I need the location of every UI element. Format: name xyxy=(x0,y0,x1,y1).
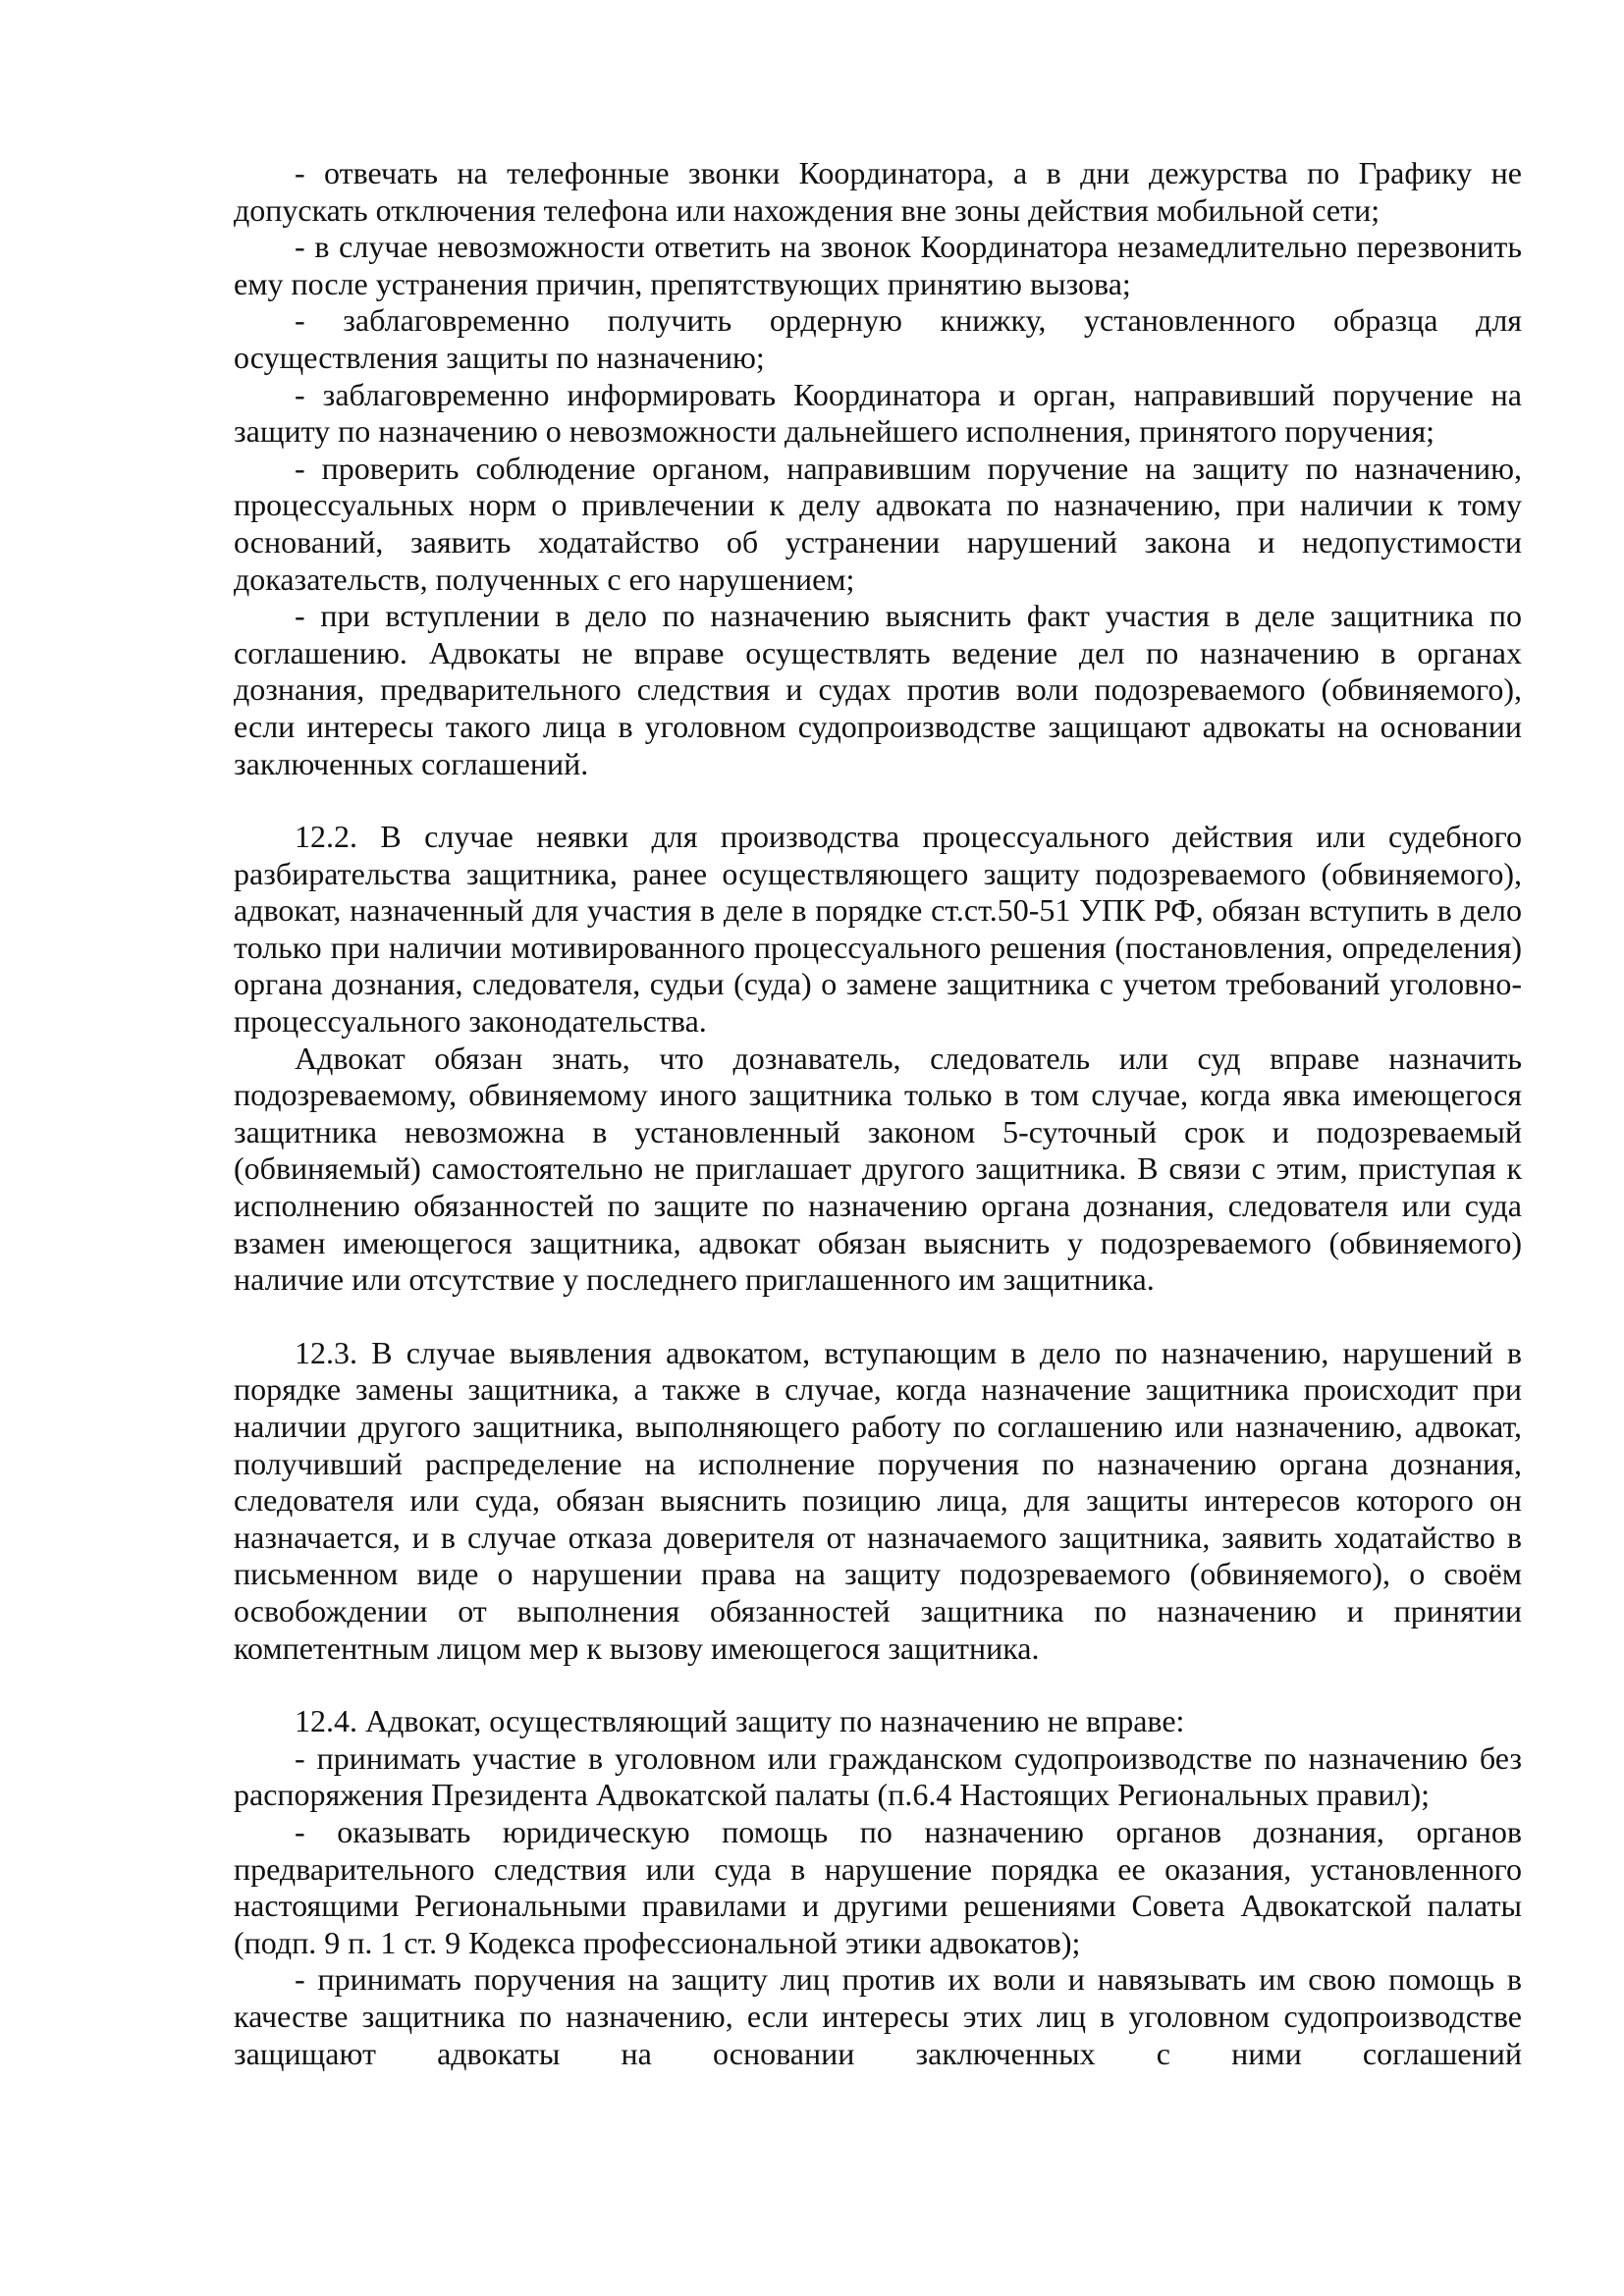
paragraph-12-4-against-will: - принимать поручения на защиту лиц против их воли и навязывать им свою помощь в качестве защитника по назначению, если интересы этих лиц в уголовном судопроизводстве защищают адвокаты на основании заключенных с ними соглашений xyxy=(234,1961,1522,2071)
paragraph-order-book: - заблаговременно получить ордерную книжку, установленного образца для осуществления защиты по назначению; xyxy=(234,302,1522,375)
document-body xyxy=(234,155,1522,2072)
paragraph-inform-coordinator: - заблаговременно информировать Координатора и орган, направивший поручение на защиту по назначению о невозможности дальнейшего исполнения, принятого поручения; xyxy=(234,376,1522,450)
paragraph-12-3: 12.3. В случае выявления адвокатом, вступающим в дело по назначению, нарушений в порядке замены защитника, а также в случае, когда назначение защитника происходит при наличии другого защитника, выполняющего работу по соглашению или назначению, адвокат, получивший распределение на исполнение поручения по назначению органа дознания, следователя или суда, обязан выяснить позицию лица, для защиты интересов которого он назначается, и в случае отказа доверителя от назначаемого защитника, заявить ходатайство в письменном виде о нарушении права на защиту подозреваемого (обвиняемого), о своём освобождении от выполнения обязанностей защитника по назначению и принятии компетентным лицом мер к вызову имеющегося защитника. xyxy=(234,1334,1522,1666)
paragraph-check-compliance: - проверить соблюдение органом, направившим поручение на защиту по назначению, процессуальных норм о привлечении к делу адвоката по назначению, при наличии к тому оснований, заявить ходатайство об устранении нарушений закона и недопустимости доказательств, полученных с его нарушением; xyxy=(234,450,1522,597)
paragraph-call-back: - в случае невозможности ответить на звонок Координатора незамедлительно перезвонить ему после устранения причин, препятствующих принятию вызова; xyxy=(234,229,1522,301)
paragraph-answer-calls: - отвечать на телефонные звонки Координатора, а в дни дежурства по Графику не допускать отключения телефона или нахождения вне зоны действия мобильной сети; xyxy=(234,155,1522,228)
paragraph-12-4-heading: 12.4. Адвокат, осуществляющий защиту по назначению не вправе: xyxy=(295,1703,1185,1739)
paragraph-12-4-legal-help: - оказывать юридическую помощь по назначению органов дознания, органов предварительного следствия или суда в нарушение порядка ее оказания, установленного настоящими Региональными правилами и другими решениями Совета Адвокатской палаты (подп. 9 п. 1 ст. 9 Кодекса профессиональной этики адвокатов); xyxy=(234,1813,1522,1960)
paragraph-agreement-defender: - при вступлении в дело по назначению выяснить факт участия в деле защитника по соглашению. Адвокаты не вправе осуществлять ведение дел по назначению в органах дознания, предварительного следствия и судах против воли подозреваемого (обвиняемого), если интересы такого лица в уголовном судопроизводстве защищают адвокаты на основании заключенных соглашений. xyxy=(234,598,1522,781)
paragraph-12-4-no-order: - принимать участие в уголовном или гражданском судопроизводстве по назначению без распоряжения Президента Адвокатской палаты (п.6.4 Настоящих Региональных правил); xyxy=(234,1739,1522,1813)
paragraph-12-2: 12.2. В случае неявки для производства процессуального действия или судебного разбирательства защитника, ранее осуществляющего защиту подозреваемого (обвиняемого), адвокат, назначенный для участия в деле в порядке ст.ст.50-51 УПК РФ, обязан вступить в дело только при наличии мотивированного процессуального решения (постановления, определения) органа дознания, следователя, судьи (суда) о замене защитника с учетом требований уголовно-процессуального законодательства. xyxy=(234,819,1522,1040)
paragraph-12-2-lawyer-must-know: Адвокат обязан знать, что дознаватель, следователь или суд вправе назначить подозреваемому, обвиняемому иного защитника только в том случае, когда явка имеющегося защитника невозможна в установленный законом 5-суточный срок и подозреваемый (обвиняемый) самостоятельно не приглашает другого защитника. В связи с этим, приступая к исполнению обязанностей по защите по назначению органа дознания, следователя или суда взамен имеющегося защитника, адвокат обязан выяснить у подозреваемого (обвиняемого) наличие или отсутствие у последнего приглашенного им защитника. xyxy=(234,1040,1522,1298)
